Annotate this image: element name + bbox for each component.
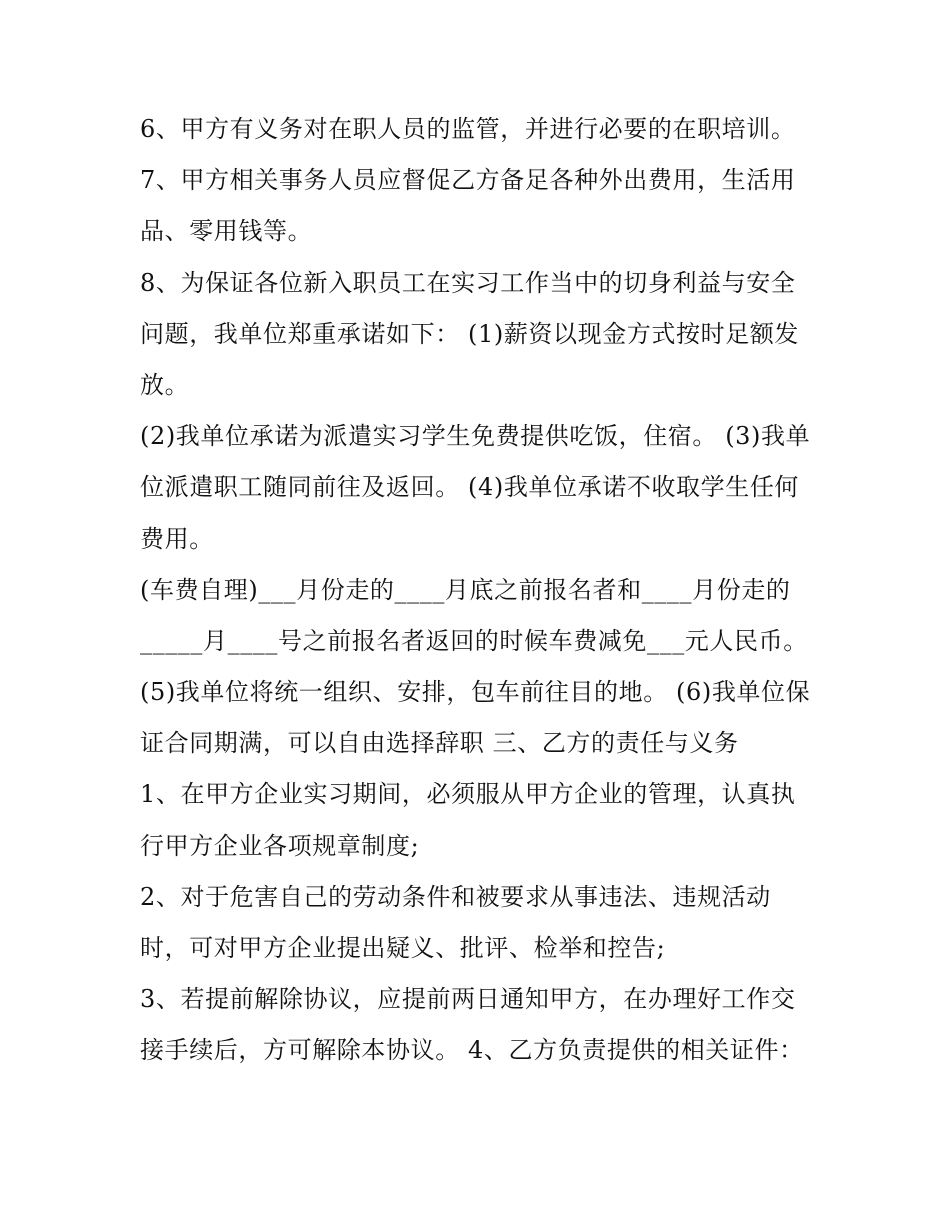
text-line: 2、对于危害自己的劳动条件和被要求从事违法、违规活动 [140,882,771,911]
text-line: 证合同期满，可以自由选择辞职 三、乙方的责任与义务 [140,729,739,758]
text-line: 位派遣职工随同前往及返回。 (4)我单位承诺不收取学生任何 [140,473,800,502]
text-line: 问题，我单位郑重承诺如下： (1)薪资以现金方式按时足额发 [140,319,800,348]
text-line: 放。 [140,370,190,399]
text-line: 7、甲方相关事务人员应督促乙方备足各种外出费用，生活用 [140,166,796,195]
text-line: 费用。 [140,524,214,553]
document-body [140,104,820,1077]
text-line: 接手续后，方可解除本协议。 4、乙方负责提供的相关证件： [140,1036,804,1065]
text-line: 行甲方企业各项规章制度; [140,831,420,860]
text-line: (2)我单位承诺为派遣实习学生免费提供吃饭，住宿。 (3)我单 [140,422,811,451]
text-line: 1、在甲方企业实习期间，必须服从甲方企业的管理，认真执 [140,780,796,809]
text-line: 3、若提前解除协议，应提前两日通知甲方，在办理好工作交 [140,985,796,1014]
text-line: (车费自理)___月份走的____月底之前报名者和____月份走的 [140,575,791,604]
text-line: (5)我单位将统一组织、安排，包车前往目的地。 (6)我单位保 [140,678,811,707]
text-line: 6、甲方有义务对在职人员的监管，并进行必要的在职培训。 [140,115,796,143]
text-line: 8、为保证各位新入职员工在实习工作当中的切身利益与安全 [140,268,796,297]
text-line: 品、零用钱等。 [140,217,313,246]
text-line: 时，可对甲方企业提出疑义、批评、检举和控告; [140,934,666,962]
text-line: _____月____号之前报名者返回的时候车费减免___元人民币。 [140,626,808,655]
